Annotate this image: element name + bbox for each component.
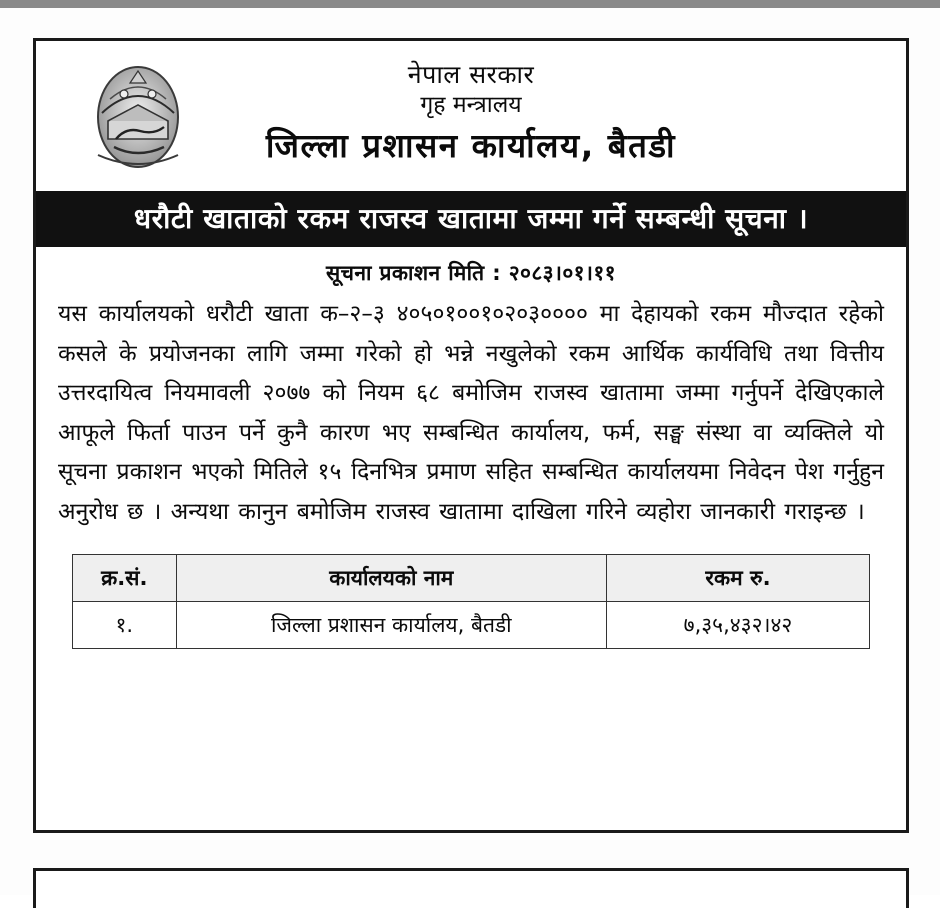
notice-title-bar: धरौटी खाताको रकम राजस्व खातामा जम्मा गर्ने सम्बन्धी सूचना । [36, 191, 906, 247]
column-header-sn: क्र.सं. [73, 555, 177, 602]
amount-table [72, 554, 870, 649]
ministry-name: गृह मन्त्रालय [420, 92, 522, 119]
column-header-amount: रकम रु. [606, 555, 869, 602]
amount-table-body [73, 602, 870, 649]
notice-card-inner [36, 41, 906, 659]
office-name: जिल्ला प्रशासन कार्यालय, बैतडी [265, 126, 677, 166]
table-header-row [73, 555, 870, 602]
next-notice-card-peek [33, 868, 909, 908]
notice-card [33, 38, 909, 833]
table-row [73, 602, 870, 649]
government-name: नेपाल सरकार [407, 60, 535, 89]
publish-date: सूचना प्रकाशन मिति : २०८३।०१।११ [325, 261, 616, 285]
cell-amount: ७,३५,४३२।४२ [606, 602, 869, 649]
amount-table-head [73, 555, 870, 602]
cell-sn: १. [73, 602, 177, 649]
nepal-government-emblem-icon [86, 61, 190, 173]
page-top-rule [0, 0, 940, 8]
notice-body-text: यस कार्यालयको धरौटी खाता क–२–३ ४०५०१००१०२०३०००० मा देहायको रकम मौज्दात रहेको कसले के प्रयोजनका लागि जम्मा गरेको हो भन्ने नखुलेको रकम आर्थिक कार्यविधि तथा वित्तीय उत्तरदायित्व नियमावली २०७७ को नियम ६८ बमोजिम राजस्व खातामा जम्मा गर्नुपर्ने देखिएकाले आफूले फिर्ता पाउन पर्ने कुनै कारण भए सम्बन्धित कार्यालय, फर्म, सङ्घ संस्था वा व्यक्तिले यो सूचना प्रकाशन भएको मितिले १५ दिनभित्र प्रमाण सहित सम्बन्धित कार्यालयमा निवेदन पेश गर्नुहुन अनुरोध छ । अन्यथा कानुन बमोजिम राजस्व खातामा दाखिला गरिने व्यहोरा जानकारी गराइन्छ । [58, 301, 884, 525]
document-header [50, 49, 892, 189]
column-header-office: कार्यालयको नाम [176, 555, 606, 602]
cell-office: जिल्ला प्रशासन कार्यालय, बैतडी [176, 602, 606, 649]
